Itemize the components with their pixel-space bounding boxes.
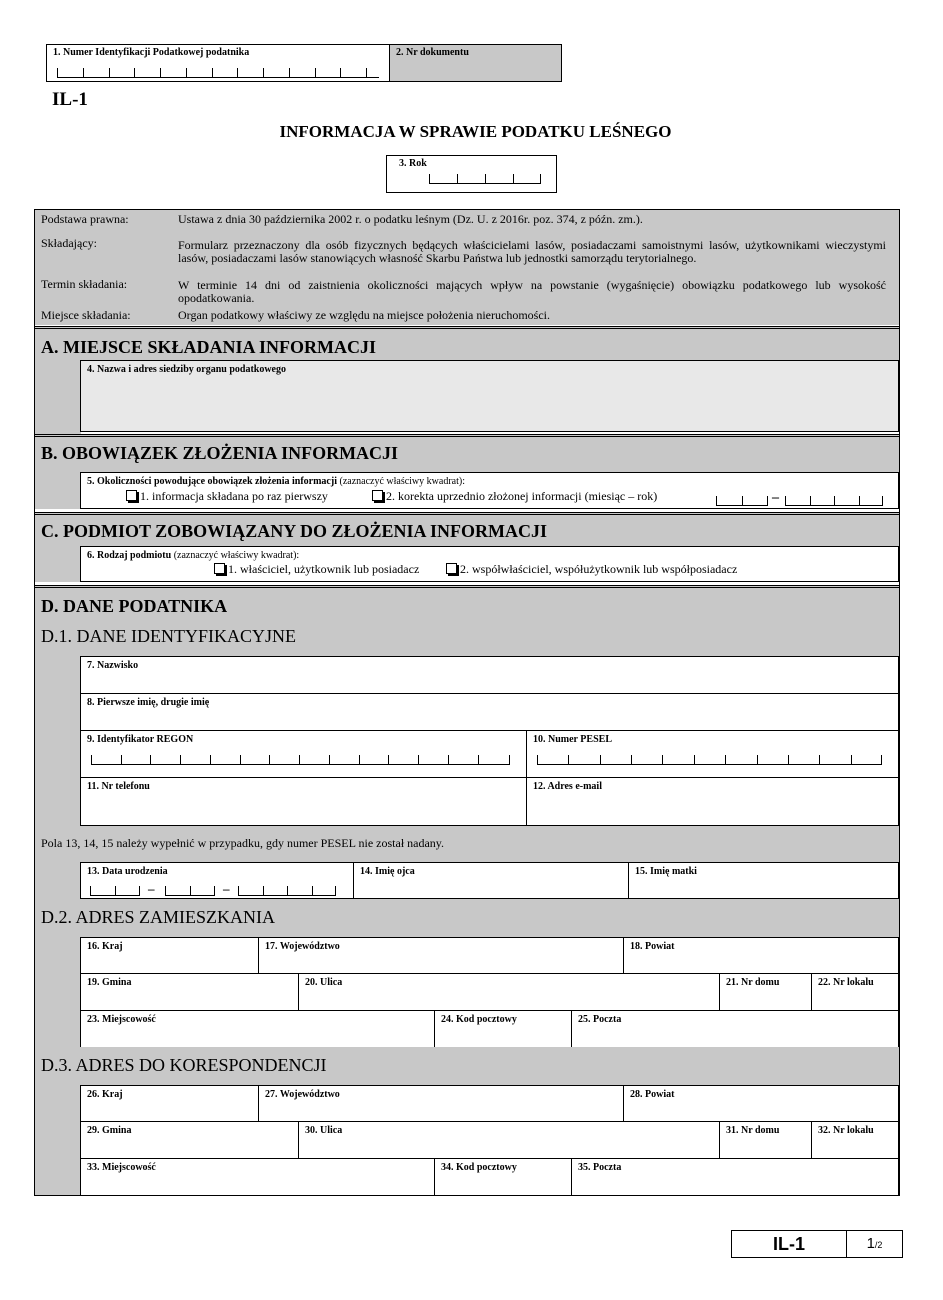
flat-nr-label: 22. Nr lokalu: [818, 977, 874, 988]
section-a-header: [35, 326, 899, 361]
commune-label: 19. Gmina: [87, 977, 132, 988]
corr-voivodeship-field[interactable]: [258, 1085, 624, 1122]
birth-month-ticks: [165, 884, 215, 896]
corr-county-field[interactable]: [623, 1085, 899, 1122]
street-field[interactable]: [298, 973, 720, 1011]
section-c-header: [35, 512, 899, 548]
nip-label: 1. Numer Identyfikacji Podatkowej podatnika: [53, 47, 250, 58]
form-code: IL-1: [52, 89, 88, 110]
correction-label: 2. korekta uprzednio złożonej informacji (miesiąc – rok): [386, 489, 658, 503]
birth-day-ticks: [90, 884, 140, 896]
year-digit-ticks: [429, 174, 541, 184]
co-owner-label: 2. współwłaściciel, współużytkownik lub współposiadacz: [460, 562, 738, 576]
doc-nr-label: 2. Nr dokumentu: [396, 47, 469, 58]
post-office-label: 25. Poczta: [578, 1014, 622, 1025]
year-label: 3. Rok: [399, 158, 427, 169]
corr-country-field[interactable]: [80, 1085, 259, 1122]
co-owner-checkbox[interactable]: [446, 563, 457, 574]
correction-dash: –: [772, 490, 779, 505]
page-title: INFORMACJA W SPRAWIE PODATKU LEŚNEGO: [279, 122, 672, 141]
corr-post-office-label: 35. Poczta: [578, 1162, 622, 1173]
corr-voivodeship-label: 27. Województwo: [265, 1089, 340, 1100]
regon-digit-ticks: [91, 753, 510, 765]
nip-digit-ticks: [57, 68, 379, 78]
house-nr-field[interactable]: [719, 973, 812, 1011]
d3-header: [35, 1047, 899, 1085]
d1-side: [35, 656, 81, 826]
corr-commune-label: 29. Gmina: [87, 1125, 132, 1136]
intro-label-place: Miejsce składania:: [41, 308, 131, 322]
d2-title: D.2. ADRES ZAMIESZKANIA: [41, 907, 275, 927]
d2-header: [35, 899, 899, 937]
doc-nr-field: [389, 44, 562, 82]
pesel-label: 10. Numer PESEL: [533, 734, 612, 745]
section-d-header: [35, 585, 899, 621]
d3-side: [35, 1085, 81, 1195]
intro-label-submitter: Składający:: [41, 236, 97, 250]
correction-option[interactable]: [372, 490, 657, 503]
email-label: 12. Adres e-mail: [533, 781, 602, 792]
county-field[interactable]: [623, 937, 899, 974]
surname-field[interactable]: [80, 656, 899, 694]
birth-date-label: 13. Data urodzenia: [87, 866, 168, 877]
father-name-label: 14. Imię ojca: [360, 866, 415, 877]
first-filing-option[interactable]: [126, 490, 328, 503]
tax-office-field[interactable]: [80, 360, 899, 432]
corr-street-label: 30. Ulica: [305, 1125, 343, 1136]
corr-post-office-field[interactable]: [571, 1158, 899, 1196]
birth-year-ticks: [238, 884, 336, 896]
d3-title: D.3. ADRES DO KORESPONDENCJI: [41, 1055, 327, 1075]
year-field[interactable]: [386, 155, 557, 193]
mother-name-label: 15. Imię matki: [635, 866, 697, 877]
corr-commune-field[interactable]: [80, 1121, 299, 1159]
correction-month-field[interactable]: [716, 494, 768, 506]
intro-text-place: Organ podatkowy właściwy ze względu na miejsce położenia nieruchomości.: [178, 308, 550, 322]
co-owner-option[interactable]: [446, 563, 737, 576]
pesel-field[interactable]: [526, 730, 899, 778]
intro-text-legal: Ustawa z dnia 30 października 2002 r. o podatku leśnym (Dz. U. z 2016r. poz. 374, z późn. zm.).: [178, 212, 643, 226]
country-field[interactable]: [80, 937, 259, 974]
regon-label: 9. Identyfikator REGON: [87, 734, 194, 745]
footer-code-box: [731, 1230, 847, 1258]
first-filing-label: 1. informacja składana po raz pierwszy: [140, 489, 328, 503]
corr-street-field[interactable]: [298, 1121, 720, 1159]
postal-code-field[interactable]: [434, 1010, 572, 1048]
corr-postal-code-field[interactable]: [434, 1158, 572, 1196]
city-field[interactable]: [80, 1010, 435, 1048]
footer-code: IL-1: [772, 1234, 805, 1254]
birth-date-dash-1: –: [148, 881, 155, 896]
intro-text-deadline: W terminie 14 dni od zaistnienia okoliczności mających wpływ na powstanie (wygaśnięcie) obowiązku podatkowego lub wysokość opodatkowania.: [178, 278, 886, 305]
owner-checkbox[interactable]: [214, 563, 225, 574]
city-label: 23. Miejscowość: [87, 1014, 156, 1025]
street-label: 20. Ulica: [305, 977, 343, 988]
intro-label-deadline: Termin składania:: [41, 277, 128, 291]
corr-flat-nr-label: 32. Nr lokalu: [818, 1125, 874, 1136]
entity-type-label: 6. Rodzaj podmiotu (zaznaczyć właściwy kwadrat):: [87, 550, 300, 561]
section-b-title: B. OBOWIĄZEK ZŁOŻENIA INFORMACJI: [41, 443, 399, 463]
d1-header: [35, 620, 899, 656]
mother-name-field[interactable]: [628, 862, 899, 899]
intro-label-legal: Podstawa prawna:: [41, 212, 129, 226]
corr-house-nr-label: 31. Nr domu: [726, 1125, 780, 1136]
pesel-note-text: Pola 13, 14, 15 należy wypełnić w przypadku, gdy numer PESEL nie został nadany.: [41, 836, 445, 850]
corr-country-label: 26. Kraj: [87, 1089, 123, 1100]
phone-field[interactable]: [80, 777, 527, 826]
corr-house-nr-field[interactable]: [719, 1121, 812, 1159]
commune-field[interactable]: [80, 973, 299, 1011]
father-name-field[interactable]: [353, 862, 629, 899]
country-label: 16. Kraj: [87, 941, 123, 952]
post-office-field[interactable]: [571, 1010, 899, 1048]
first-filing-checkbox[interactable]: [126, 490, 137, 501]
section-d-title: D. DANE PODATNIKA: [41, 596, 228, 616]
first-names-field[interactable]: [80, 693, 899, 731]
phone-label: 11. Nr telefonu: [87, 781, 150, 792]
obligation-label: 5. Okoliczności powodujące obowiązek złożenia informacji (zaznaczyć właściwy kwadrat):: [87, 476, 465, 487]
house-nr-label: 21. Nr domu: [726, 977, 780, 988]
section-c-side: [35, 546, 81, 582]
d1-title: D.1. DANE IDENTYFIKACYJNE: [41, 626, 296, 646]
voivodeship-field[interactable]: [258, 937, 624, 974]
surname-label: 7. Nazwisko: [87, 660, 139, 671]
section-a-title: A. MIEJSCE SKŁADANIA INFORMACJI: [41, 337, 377, 357]
corr-city-field[interactable]: [80, 1158, 435, 1196]
voivodeship-label: 17. Województwo: [265, 941, 340, 952]
footer-page: 1: [866, 1235, 875, 1252]
footer-pages: /2: [874, 1240, 883, 1250]
owner-label: 1. właściciel, użytkownik lub posiadacz: [228, 562, 420, 576]
regon-field[interactable]: [80, 730, 527, 778]
section-c-title: C. PODMIOT ZOBOWIĄZANY DO ZŁOŻENIA INFORMACJI: [41, 521, 548, 541]
d1b-side: [35, 862, 81, 899]
footer-page-box: [846, 1230, 903, 1258]
pesel-digit-ticks: [537, 753, 882, 765]
birth-date-dash-2: –: [223, 881, 230, 896]
corr-city-label: 33. Miejscowość: [87, 1162, 156, 1173]
correction-checkbox[interactable]: [372, 490, 383, 501]
flat-nr-field[interactable]: [811, 973, 899, 1011]
postal-code-label: 24. Kod pocztowy: [441, 1014, 517, 1025]
correction-year-field[interactable]: [785, 494, 883, 506]
pesel-note: [35, 826, 899, 862]
d2-side: [35, 937, 81, 1048]
email-field[interactable]: [526, 777, 899, 826]
tax-office-label: 4. Nazwa i adres siedziby organu podatkowego: [87, 364, 286, 375]
owner-option[interactable]: [214, 563, 419, 576]
section-b-header: [35, 434, 899, 472]
corr-postal-code-label: 34. Kod pocztowy: [441, 1162, 517, 1173]
corr-county-label: 28. Powiat: [630, 1089, 675, 1100]
intro-text-submitter: Formularz przeznaczony dla osób fizycznych będących właścicielami lasów, posiadaczami samoistnymi lasów, użytkownikami wieczystymi lasów, posiadaczami lasów stanowiących własność Skarbu Państwa lub jednostki samorządu terytorialnego.: [178, 238, 886, 265]
section-b-side: [35, 472, 81, 509]
section-a-side: [35, 360, 81, 436]
corr-flat-nr-field[interactable]: [811, 1121, 899, 1159]
county-label: 18. Powiat: [630, 941, 675, 952]
nip-field[interactable]: [46, 44, 390, 82]
first-names-label: 8. Pierwsze imię, drugie imię: [87, 697, 210, 708]
